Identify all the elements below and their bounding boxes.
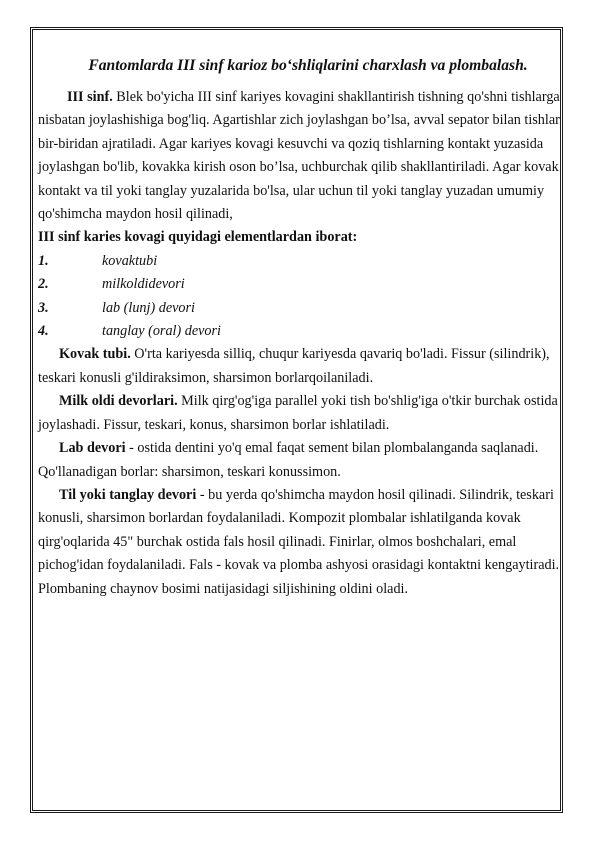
section-lead: Lab devori (59, 440, 126, 457)
list-item-number: 3. (38, 299, 49, 316)
section-lab-devori (38, 437, 560, 484)
section-text: - bu yerda qo'shimcha maydon hosil qilinadi. Silindrik, teskari konusli, sharsimon borlardan foydalaniladi. Kompozit plombalar ishlatilganda kovak qirg'oqlarida 45" burchak ostida fals hosil qilinadi. Finirlar, olmos boshchalari, emal pichog'idan foydalaniladi. Fals - kovak va plomba ashyosi orasidagi kontaktni kengaytiradi. Plombaning chaynov bosimi natijasidagi siljishining oldini oladi. (38, 486, 560, 597)
list-item-number: 2. (38, 276, 49, 293)
intro-text: Blek bo'yicha III sinf kariyes kovagini shakllantirish tishning qo'shni tishlarga nisbatan joylashishiga bog'liq. Agartishlar zich joylashgan bo’lsa, avval sepator bilan tishlar bir-biridan ajratiladi. Agar kariyes kovagi kesuvchi va qoziq tishlarning kontakt yuzasida joylashgan bo'lib, kovakka kirish oson bo’lsa, uchburchak qilib shakllantiriladi. Agar kovak kontakt va til yoki tanglay yuzalarida bo'lsa, ular uchun til yoki tanglay yuzadan umumiy qo'shimcha maydon hosil qilinadi, (38, 89, 560, 223)
list-item (38, 320, 560, 343)
section-til-devori (38, 484, 560, 601)
list-item (38, 250, 560, 273)
section-lead: Kovak tubi. (59, 346, 131, 363)
intro-paragraph (38, 86, 560, 226)
section-text: - ostida dentini yo'q emal faqat sement bilan plombalanganda saqlanadi. Qo'llanadigan borlar: sharsimon, teskari konussimon. (38, 440, 539, 480)
intro-lead: III sinf. (67, 89, 113, 105)
section-kovak-tubi (38, 343, 560, 390)
list-item (38, 297, 560, 320)
list-item-text: kovaktubi (102, 252, 158, 269)
list-item-text: lab (lunj) devori (102, 299, 195, 316)
list-heading: III sinf karies kovagi quyidagi elementlardan iborat: (38, 229, 358, 246)
list-item-text: tanglay (oral) devori (102, 323, 221, 340)
section-milk-oldi (38, 390, 560, 437)
document-page (38, 56, 560, 601)
list-item (38, 273, 560, 296)
section-lead: Til yoki tanglay devori (59, 486, 197, 503)
list-item-number: 4. (38, 323, 49, 340)
list-item-text: milkoldidevori (102, 276, 185, 293)
section-text: O'rta kariyesda silliq, chuqur kariyesda qavariq bo'ladi. Fissur (silindrik), teskari konusli g'ildiraksimon, sharsimon borlarqoilaniladi. (38, 346, 550, 386)
list-item-number: 1. (38, 252, 49, 269)
elements-list (38, 250, 560, 344)
section-lead: Milk oldi devorlari. (59, 393, 178, 410)
document-title: Fantomlarda III sinf karioz bo‘shliqlarini charxlash va plombalash. (88, 57, 528, 74)
section-text: Milk qirg'og'iga parallel yoki tish bo'shlig'iga o'tkir burchak ostida joylashadi. Fissur, teskari, konus, sharsimon borlar ishlatiladi. (38, 393, 558, 433)
